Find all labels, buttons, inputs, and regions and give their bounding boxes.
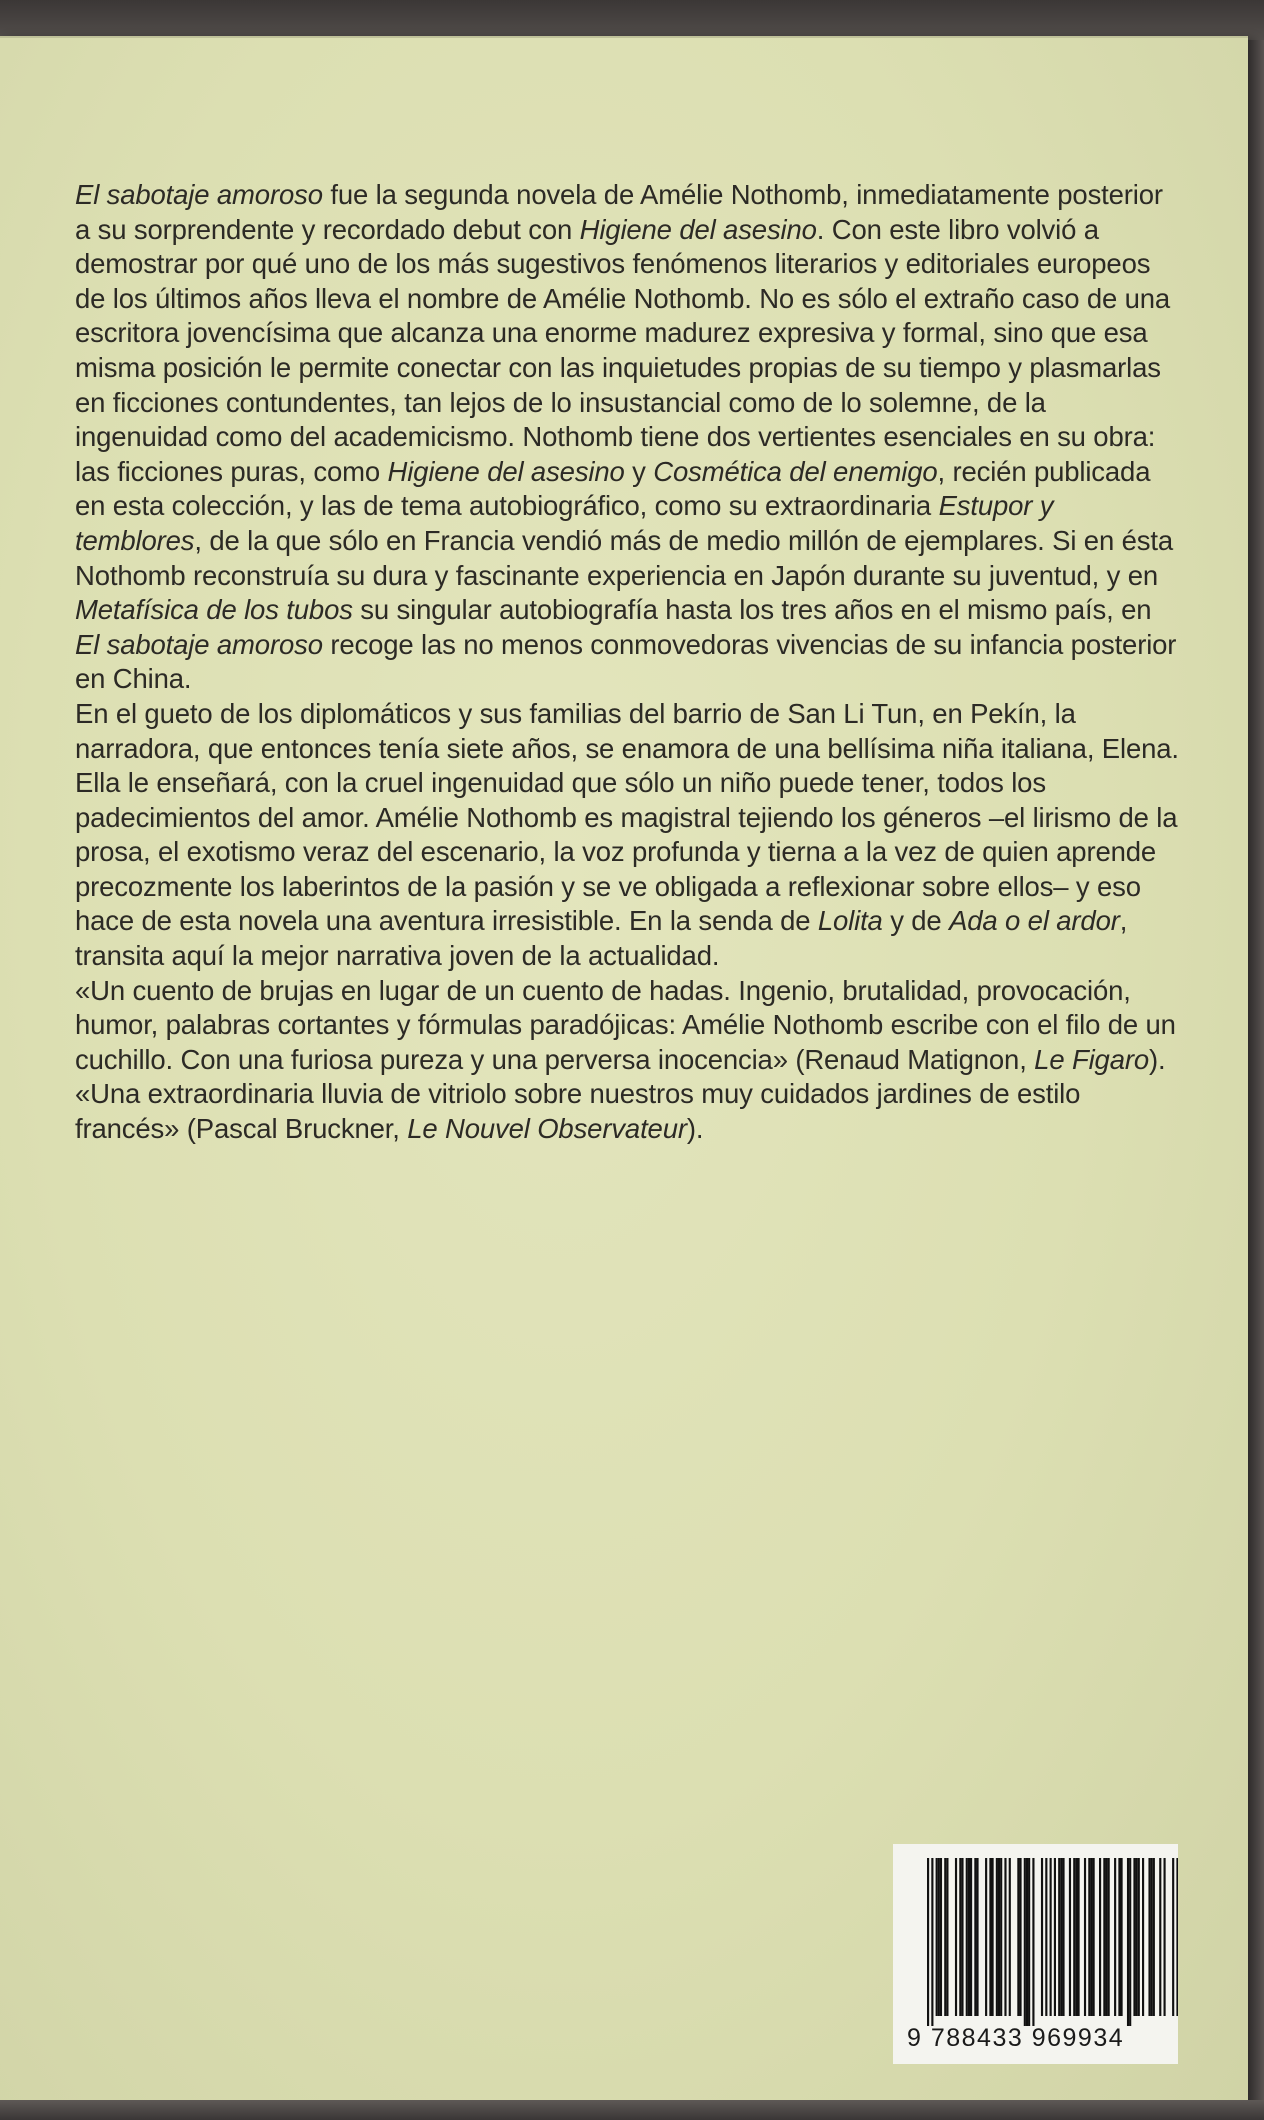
barcode-bar xyxy=(985,1858,987,2016)
title-ref: Ada o el ardor xyxy=(949,905,1120,937)
barcode-bar xyxy=(1058,1858,1060,2016)
book-back-cover xyxy=(0,36,1248,2100)
blurb-text xyxy=(75,178,1180,1147)
barcode-bar xyxy=(955,1858,957,2016)
barcode-bar xyxy=(936,1858,938,2016)
barcode-bar xyxy=(1024,1858,1026,2026)
title-ref: Higiene del asesino xyxy=(387,455,625,487)
barcode-bar xyxy=(1151,1858,1153,2016)
barcode-bar xyxy=(989,1858,991,2016)
barcode-bar xyxy=(1159,1858,1161,2016)
barcode-bar xyxy=(1176,1858,1178,2016)
barcode-bar xyxy=(1032,1858,1034,2026)
barcode-bar xyxy=(1075,1858,1077,2016)
barcode-bar xyxy=(996,1858,998,2016)
barcode-bar xyxy=(1088,1858,1090,2016)
barcode-bar xyxy=(1129,1858,1131,2026)
barcode-bar xyxy=(1026,1858,1028,2026)
barcode-bar xyxy=(1127,1858,1129,2026)
barcode-bar xyxy=(1142,1858,1144,2016)
barcode-bar xyxy=(1090,1858,1092,2016)
title-ref: Cosmética del enemigo xyxy=(653,455,938,487)
barcode-bar xyxy=(1050,1858,1052,2016)
title-ref: Higiene del asesino xyxy=(579,213,817,245)
barcode-bar xyxy=(961,1858,963,2016)
barcode-bar xyxy=(976,1858,978,2016)
barcode-bar xyxy=(1078,1858,1080,2016)
title-ref: El sabotaje amoroso xyxy=(75,628,323,660)
barcode-bar xyxy=(1121,1858,1123,2016)
barcode-bar xyxy=(1164,1858,1166,2016)
barcode-bar xyxy=(1153,1858,1155,2016)
barcode-bar xyxy=(1099,1858,1101,2016)
barcode-bar xyxy=(1136,1858,1138,2016)
background-right xyxy=(1248,40,1264,2120)
barcode-bar xyxy=(1108,1858,1110,2016)
barcode-bar xyxy=(1084,1858,1086,2016)
barcode-label xyxy=(893,1844,1178,2064)
barcode-bar xyxy=(1060,1858,1062,2016)
barcode-bar xyxy=(992,1858,994,2016)
barcode-bar xyxy=(1054,1858,1056,2016)
blurb-paragraph-1: El sabotaje amoroso fue la segunda novela de Amélie Nothomb, inmediatamente posterior a su sorprendente y recordado debut con Higiene del asesino. Con este libro volvió a demostrar por qué uno de los más sugestivos fenómenos literarios y editoriales europeos de los últimos años lleva el nombre de Amélie Nothomb. No es sólo el extraño caso de una escritora jovencísima que alcanza una enorme madurez expresiva y formal, sino que esa misma posición le permite conectar con las inquietudes propias de su tiempo y plasmarlas en ficciones contundentes, tan lejos de lo insustancial como de lo solemne, de la ingenuidad como del academicismo. Nothomb tiene dos vertientes esenciales en su obra: las ficciones puras, como Higiene del asesino y Cosmética del enemigo, recién publicada en esta colección, y las de tema autobiográfico, como su extraordinaria Estupor y temblores, de la que sólo en Francia vendió más de medio millón de ejemplares. Si en ésta Nothomb reconstruía su dura y fascinante experiencia en Japón durante su juventud, y en Metafísica de los tubos su singular autobiografía hasta los tres años en el mismo país, en El sabotaje amoroso recoge las no menos conmovedoras vivencias de su infancia posterior en China. xyxy=(75,179,1177,695)
barcode-bar xyxy=(1009,1858,1011,2016)
barcode-bar xyxy=(1073,1858,1075,2016)
barcode-bar xyxy=(998,1858,1000,2016)
barcode-bar xyxy=(1000,1858,1002,2016)
barcode-bar xyxy=(1093,1858,1095,2016)
barcode-bar xyxy=(1148,1858,1150,2016)
press-quote-nouvel-observateur: «Una extraordinaria lluvia de vitriolo sobre nuestros muy cuidados jardines de estilo francés» (Pascal Bruckner, Le Nouvel Observateur). xyxy=(75,1078,1081,1145)
barcode-bar xyxy=(946,1858,948,2016)
publication-ref: Le Nouvel Observateur xyxy=(407,1113,687,1145)
barcode-bar xyxy=(1004,1858,1006,2016)
background-bottom xyxy=(0,2100,1264,2120)
barcode-bar xyxy=(1045,1858,1047,2016)
isbn-number: 9 788433 969934 xyxy=(907,2024,1125,2052)
barcode-bar xyxy=(1114,1858,1116,2016)
barcode-bar xyxy=(970,1858,972,2016)
barcode-bar xyxy=(1105,1858,1107,2016)
barcode-bar xyxy=(1118,1858,1120,2016)
barcode-bar xyxy=(931,1858,933,2026)
barcode-bar xyxy=(1017,1858,1019,2016)
barcode-bar xyxy=(927,1858,929,2026)
publication-ref: Le Figaro xyxy=(1034,1043,1149,1075)
barcode-bar xyxy=(1103,1858,1105,2016)
barcode-bar xyxy=(1028,1858,1030,2026)
barcode-bar xyxy=(938,1858,940,2016)
barcode-bar xyxy=(1041,1858,1043,2016)
title-ref: Estupor y temblores xyxy=(75,490,1054,556)
press-quote-figaro: «Un cuento de brujas en lugar de un cuento de hadas. Ingenio, brutalidad, provocación, humor, palabras cortantes y fórmulas paradójicas: Amélie Nothomb escribe con el filo de un cuchillo. Con una furiosa pureza y una perversa inocencia» (Renaud Matignon, Le Figaro). xyxy=(75,974,1176,1075)
barcode-bar xyxy=(1062,1858,1064,2016)
barcode-bar xyxy=(940,1858,942,2016)
barcode-bar xyxy=(974,1858,976,2016)
title-ref: Metafísica de los tubos xyxy=(75,594,353,626)
barcode-bar xyxy=(1133,1858,1135,2016)
barcode-bar xyxy=(1019,1858,1021,2016)
barcode-bar xyxy=(1138,1858,1140,2016)
barcode-bar xyxy=(944,1858,946,2016)
barcode-bar xyxy=(1172,1858,1174,2016)
barcode-bar xyxy=(966,1858,968,2016)
barcode-bar xyxy=(1069,1858,1071,2016)
barcode-bar xyxy=(959,1858,961,2016)
barcode-bar xyxy=(968,1858,970,2016)
blurb-paragraph-2: En el gueto de los diplomáticos y sus familias del barrio de San Li Tun, en Pekín, la narradora, que entonces tenía siete años, se enamora de una bellísima niña italiana, Elena. Ella le enseñará, con la cruel ingenuidad que sólo un niño puede tener, todos los padecimientos del amor. Amélie Nothomb es magistral tejiendo los géneros –el lirismo de la prosa, el exotismo veraz del escenario, la voz profunda y tierna a la vez de quien aprende precozmente los laberintos de la pasión y se ve obligada a reflexionar sobre ellos– y eso hace de esta novela una aventura irresistible. En la senda de Lolita y de Ada o el ardor, transita aquí la mejor narrativa joven de la actualidad. xyxy=(75,697,1179,972)
title-ref: El sabotaje amoroso xyxy=(75,179,323,210)
title-ref: Lolita xyxy=(817,905,883,937)
